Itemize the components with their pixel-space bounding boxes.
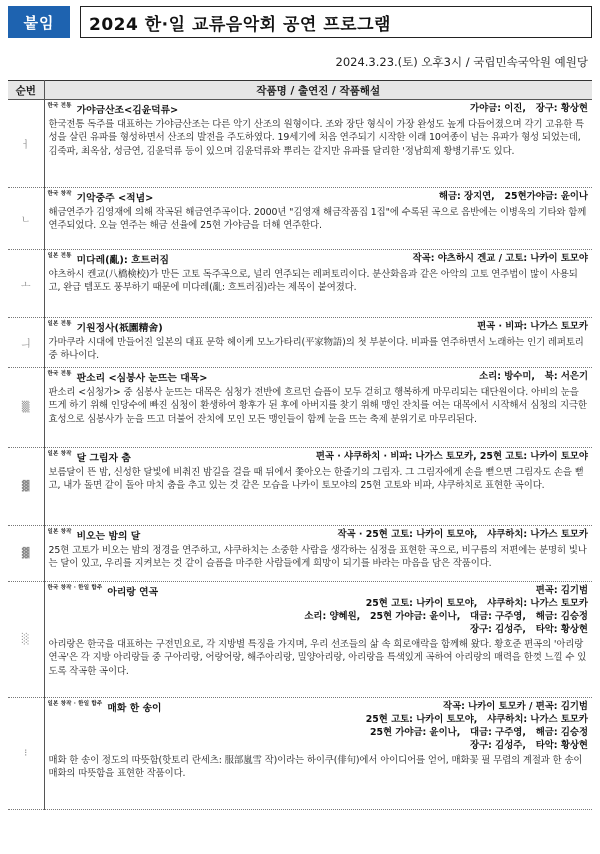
table-row [8,368,592,448]
performer-line: 장구: 김성주, 타악: 황상현 [470,740,588,751]
program-rows [8,100,592,810]
row-content [44,698,592,810]
table-row [8,100,592,188]
piece-title: 가야금산조<김윤덕류> [76,105,179,116]
piece-description: 야츠하시 켄교(八橋検校)가 만든 고토 독주곡으로, 널리 연주되는 레퍼토리이다. 분산화음과 같은 아악의 고토 연주법이 많이 사용되고, 완급 템포도 풍부하기 때문에 미다레(亂: 흐트러짐)라는 제목이 붙여졌다. [48,269,578,294]
col-header-number: 순번 [8,81,44,100]
performer-line: 작곡: 야츠하시 겐교 / 고토: 나카이 토모야 [412,253,588,264]
table-row [8,188,592,250]
title-group [48,450,131,464]
row-heading [45,100,593,117]
performers [413,252,588,265]
table-row [8,526,592,582]
title-group [48,370,208,384]
row-content [44,448,592,526]
performer-line: 소리: 방수미, 북: 서은기 [479,371,588,382]
genre-tag: 한국 전통 [47,371,72,377]
title-group [48,102,179,116]
row-number: ⁝ [8,698,44,810]
performer-line: 장구: 김성주, 타악: 황상현 [470,624,588,635]
program-table [8,80,592,810]
title-group [48,700,162,714]
performer-line: 25현 가야금: 윤이나, 대금: 구주영, 해금: 김승정 [369,727,588,738]
row-number: ㅓ [8,100,44,188]
row-content [44,582,592,698]
genre-tag: 한국 전통 [47,103,72,109]
piece-title: 미다레(亂): 흐트러짐 [76,255,169,266]
row-number: ▓ [8,448,44,526]
performers [470,102,588,115]
row-heading [45,526,593,543]
piece-title: 기원정사(祇園精舍) [76,323,163,334]
row-number: ▒ [8,368,44,448]
genre-tag: 한국 창작 · 한일 합주 [47,585,103,591]
genre-tag: 일본 전통 [47,321,72,327]
title-group [48,320,163,334]
performer-line: 25현 고토: 나카이 토모야, 샤쿠하치: 나가스 토모카 [365,714,588,725]
performers [439,190,588,203]
piece-description: 가마쿠라 시대에 만들어진 일본의 대표 문학 헤이케 모노가타리(平家物語)의 첫 부분이다. 비파를 연주하면서 노래하는 인기 레퍼토리 중 하나이다. [48,337,584,362]
genre-tag: 일본 창작 [47,451,72,457]
title-group [48,584,159,598]
row-content [44,250,592,318]
piece-title: 기악중주 <적념> [76,193,154,204]
performers [338,528,589,541]
piece-title: 매화 한 송이 [107,703,162,714]
piece-title: 달 그림자 춤 [76,453,131,464]
piece-description: 매화 한 송이 정도의 따뜻함(핫토리 란세츠: 服部嵐雪 작)이라는 하이쿠(俳句)에서 아이디어를 얻어, 매화꽃 필 무렵의 계절과 한 송이 매화의 따뜻함을 표현한 작품이다. [48,755,583,780]
row-heading [45,188,593,205]
piece-description: 25현 고토가 비오는 밤의 정경을 연주하고, 샤쿠하치는 소중한 사람을 생각하는 심정을 표현한 곡으로, 비구름의 저편에는 분명히 빛나는 달이 있고, 우리를 지켜보는 것 같이 슬픔을 마주한 사람들에게 희망이 되기를 바라는 마음을 담은 작품이다. [48,545,587,570]
piece-title: 아리랑 연곡 [107,587,159,598]
row-content [44,526,592,582]
performer-line: 편곡: 김기범 [535,585,588,596]
attachment-badge: 붙임 [8,6,70,38]
date-venue: 2024.3.23.(토) 오후3시 / 국립민속국악원 예원당 [335,55,588,69]
row-number: ░ [8,582,44,698]
title-group [48,190,154,204]
piece-description: 해금연주가 김영재에 의해 작곡된 해금연주곡이다. 2000년 "김영재 해금작품집 1집"에 수록된 곡으로 음반에는 이병욱의 기타와 함께 연주되었다. 오늘 연주는 해금 선율에 25현 가야금을 더해 연주한다. [48,207,587,232]
table-row [8,250,592,318]
header [8,6,592,38]
performers [479,370,588,383]
row-number: ㄴ [8,188,44,250]
row-content [44,318,592,368]
row-heading [45,448,593,465]
performers [477,320,588,333]
genre-tag: 일본 창작 [47,529,72,535]
piece-description: 보름달이 뜬 밤, 신성한 달빛에 비춰진 밤길을 걸을 때 뒤에서 쫓아오는 한줄기의 그림자. 그 그림자에게 손을 뻗으면 그림자도 손을 뻗고, 내가 돌면 같이 돌아 마치 춤을 추고 있는 것 같은 모습을 나카이 토모야의 25현 고토와 비파, 샤쿠하치로 표현한 곡이다. [48,467,584,492]
performer-line: 편곡 · 샤쿠하치 · 비파: 나가스 토모카, 25현 고토: 나카이 토모야 [315,451,588,462]
piece-description: 아리랑은 한국을 대표하는 구전민요로, 각 지방별 특징을 가지며, 우리 선조들의 삶 속 희로애락을 함께해 왔다. 황호준 편곡의 '아리랑 연곡'은 각 지방 아리랑들 중 구아리랑, 어랑어랑, 해주아리랑, 밀양아리랑, 아리랑을 특색있게 곡하여 아리랑의 매력을 한껏 느낄 수 있도록 작곡한 곡이다. [48,639,587,677]
row-number: ㅗ [8,250,44,318]
piece-description: 판소리 <심청가> 중 심봉사 눈뜨는 대목은 심청가 전반에 흐르던 슬픔이 모두 걷히고 행복하게 마무리되는 대단원이다. 아비의 눈을 뜨게 하기 위해 인당수에 빠진 심청이 환생하여 황후가 된 후에 아버지를 찾기 위해 맹인 잔치를 여는 대목에서 시작해서 심청의 지극한 효성으로 심봉사가 눈을 뜨고 더불어 잔치에 모인 모든 맹인들이 함께 눈을 뜨는 축제 분위기로 마무리된다. [48,387,587,425]
performers [316,450,588,463]
performer-line: 해금: 장지연, 25현가야금: 윤이나 [438,191,588,202]
performer-line: 가야금: 이진, 장구: 황상현 [470,103,588,114]
table-row [8,582,592,698]
row-content [44,368,592,448]
table-row [8,448,592,526]
row-heading [45,318,593,335]
performer-line: 25현 고토: 나카이 토모야, 샤쿠하치: 나가스 토모카 [365,598,588,609]
program-title: 2024 한·일 교류음악회 공연 프로그램 [80,6,592,38]
table-header-row [8,81,592,100]
row-heading [45,582,593,637]
genre-tag: 한국 창작 [47,191,72,197]
row-content [44,100,592,188]
performer-line: 편곡 · 비파: 나가스 토모카 [477,321,588,332]
col-header-main: 작품명 / 출연진 / 작품해설 [44,81,592,100]
performers [304,584,588,636]
piece-title: 비오는 밤의 달 [76,531,141,542]
genre-tag: 일본 전통 [47,253,72,259]
performer-line: 작곡: 나카이 토모카 / 편곡: 김기범 [443,701,588,712]
row-content [44,188,592,250]
piece-title: 판소리 <심봉사 눈뜨는 대목> [76,373,208,384]
title-group [48,528,141,542]
row-heading [45,250,593,267]
performer-line: 소리: 양혜원, 25현 가야금: 윤이나, 대금: 구주영, 해금: 김승정 [304,611,588,622]
genre-tag: 일본 창작 · 한일 합주 [47,701,103,707]
table-row [8,318,592,368]
performers [366,700,588,752]
row-number: ㅢ [8,318,44,368]
row-heading [45,698,593,753]
row-heading [45,368,593,385]
title-group [48,252,170,266]
table-row [8,698,592,810]
piece-description: 한국전통 독주를 대표하는 가야금산조는 다른 악기 산조의 원형이다. 조와 장단 형식이 가장 완성도 높게 다듬어졌으며 각기 고유한 특성을 살린 유파를 형성하면서 산조의 발전을 주도하였다. 19세기에 처음 연주되기 시작한 이래 10여종이 넘는 유파가 형성 되었는데, 김죽파, 최옥삼, 성금연, 김윤덕류 등이 있으며 김윤덕류와 뿌리는 같지만 유파를 달리한 '정남희제 황병기류'도 있다. [48,119,584,157]
performer-line: 작곡 · 25현 고토: 나카이 토모야, 샤쿠하치: 나가스 토모카 [337,529,588,540]
row-number: ▓ [8,526,44,582]
